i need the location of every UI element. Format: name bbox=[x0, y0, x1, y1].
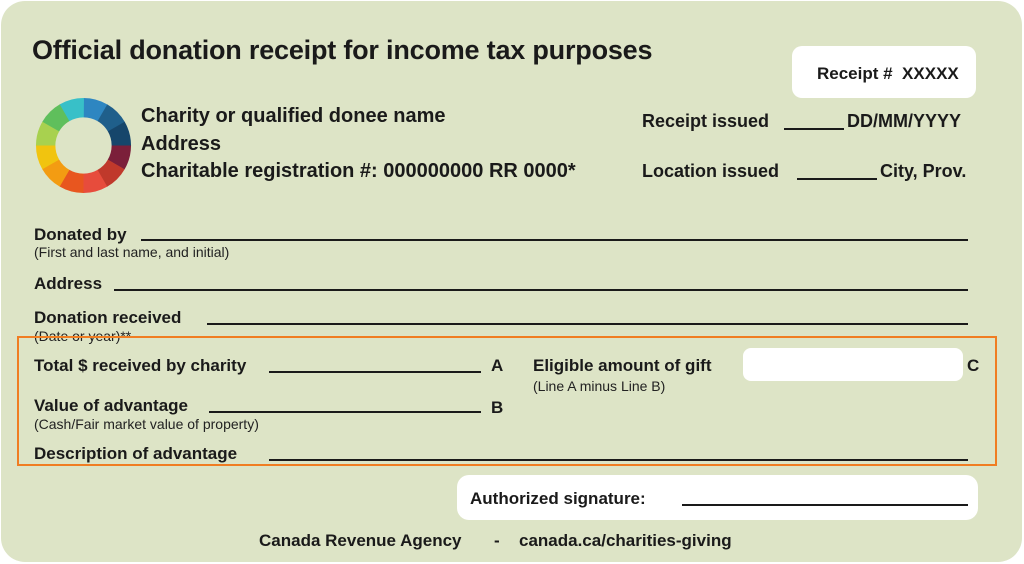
receipt-number-value: XXXXX bbox=[902, 64, 959, 83]
footer-url: canada.ca/charities-giving bbox=[519, 531, 732, 550]
description-of-advantage-line bbox=[269, 459, 968, 461]
footer-separator: - bbox=[494, 531, 500, 550]
donor-address-line bbox=[114, 289, 968, 291]
receipt-title: Official donation receipt for income tax purposes bbox=[32, 35, 653, 65]
receipt-issued-line bbox=[784, 128, 844, 130]
receipt-issued-date: DD/MM/YYYY bbox=[847, 111, 962, 131]
eligible-amount-field[interactable] bbox=[743, 348, 963, 381]
donation-received-label: Donation received bbox=[34, 308, 182, 327]
location-issued-city: City, Prov. bbox=[880, 161, 967, 181]
value-of-advantage-label: Value of advantage bbox=[34, 396, 188, 415]
eligible-amount-hint: (Line A minus Line B) bbox=[533, 378, 666, 394]
eligible-amount-label: Eligible amount of gift bbox=[533, 356, 712, 375]
value-of-advantage-line bbox=[209, 411, 481, 413]
donor-address-label: Address bbox=[34, 274, 103, 293]
receipt-number bbox=[817, 64, 959, 84]
receipt-number-label: Receipt # bbox=[817, 64, 893, 83]
footer-agency: Canada Revenue Agency bbox=[259, 531, 462, 550]
donation-received-line bbox=[207, 323, 968, 325]
charity-address: Address bbox=[141, 133, 222, 155]
donated-by-hint: (First and last name, and initial) bbox=[34, 244, 230, 260]
description-of-advantage-label: Description of advantage bbox=[34, 444, 238, 463]
total-received-line bbox=[269, 371, 481, 373]
line-b-letter: B bbox=[491, 398, 504, 417]
donation-received-hint: (Date or year)** bbox=[34, 328, 132, 344]
signature-label: Authorized signature: bbox=[470, 489, 646, 508]
donated-by-line bbox=[141, 239, 968, 241]
charity-logo-icon bbox=[35, 97, 132, 194]
value-of-advantage-hint: (Cash/Fair market value of property) bbox=[34, 416, 259, 432]
receipt-issued-label: Receipt issued bbox=[642, 111, 770, 131]
donation-receipt-card bbox=[1, 1, 1022, 562]
signature-line[interactable] bbox=[682, 504, 968, 506]
charity-registration: Charitable registration #: 000000000 RR 0000* bbox=[141, 160, 576, 182]
line-c-letter: C bbox=[967, 356, 980, 375]
location-issued-label: Location issued bbox=[642, 161, 780, 181]
location-issued-line bbox=[797, 178, 877, 180]
charity-name: Charity or qualified donee name bbox=[141, 105, 446, 127]
line-a-letter: A bbox=[491, 356, 504, 375]
donated-by-label: Donated by bbox=[34, 225, 127, 244]
total-received-label: Total $ received by charity bbox=[34, 356, 247, 375]
